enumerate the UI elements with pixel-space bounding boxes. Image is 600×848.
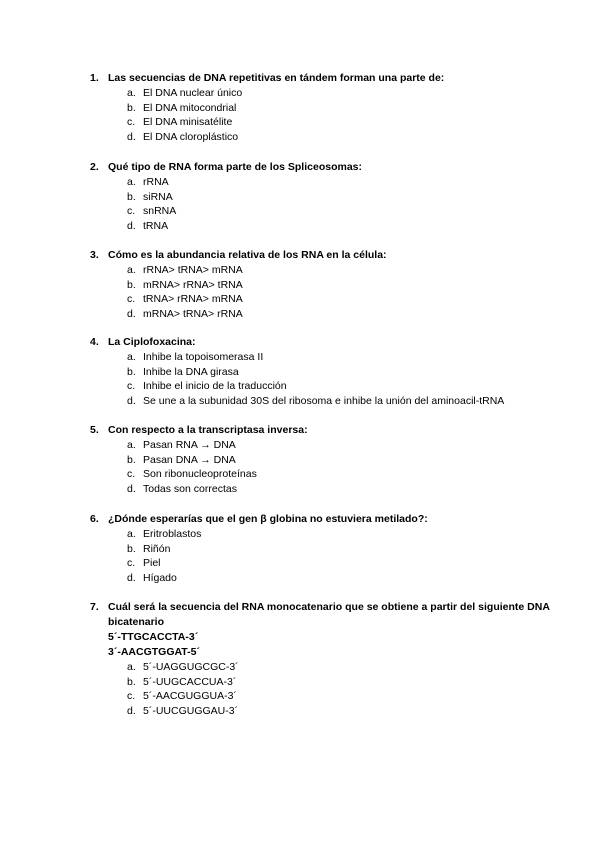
option-text: snRNA [143, 205, 177, 218]
option-b [127, 101, 570, 116]
option-letter: a. [127, 176, 136, 188]
question-text: Con respecto a la transcriptasa inversa: [108, 424, 308, 436]
option-text: 5´-AACGUGGUA-3´ [143, 690, 237, 703]
option-d [127, 394, 570, 409]
option-text: tRNA [143, 219, 169, 232]
option-c [127, 467, 570, 482]
option-letter: b. [127, 542, 136, 555]
option-letter: d. [127, 704, 136, 717]
question-header [90, 423, 570, 438]
question-text: La Ciplofoxacina: [108, 336, 196, 348]
option-text: El DNA mitocondrial [143, 101, 237, 114]
option-d [127, 130, 570, 145]
option-text: El DNA minisatélite [143, 116, 233, 129]
option-text: Inhibe la topoisomerasa II [143, 351, 264, 363]
question-header [90, 71, 570, 86]
option-list [90, 86, 570, 144]
question-header [90, 248, 570, 263]
option-text: Inhibe la DNA girasa [143, 365, 239, 378]
option-list [90, 175, 570, 233]
option-b [127, 675, 570, 690]
option-text: mRNA> rRNA> tRNA [143, 278, 243, 291]
option-letter: a. [127, 661, 136, 673]
option-letter: c. [127, 557, 136, 570]
option-letter: d. [127, 130, 136, 143]
question-number: 2. [90, 161, 99, 173]
question-text: Cómo es la abundancia relativa de los RNA en la célula: [108, 249, 387, 261]
option-letter: d. [127, 571, 136, 584]
option-text: 5´-UUGCACCUA-3´ [143, 675, 237, 688]
option-text: 5´-UAGGUGCGC-3´ [143, 661, 239, 673]
question-5 [90, 423, 570, 496]
option-letter: b. [127, 453, 136, 466]
option-d [127, 571, 570, 586]
option-list [90, 350, 570, 408]
dna-strand-3-5: 3´-AACGTGGAT-5´ [108, 646, 200, 658]
option-letter: a. [127, 264, 136, 276]
option-c [127, 689, 570, 704]
option-list [90, 438, 570, 496]
option-a [127, 660, 570, 675]
option-letter: b. [127, 675, 136, 688]
question-7 [90, 600, 570, 718]
option-letter: d. [127, 307, 136, 320]
question-number: 7. [90, 601, 99, 613]
option-a [127, 175, 570, 190]
option-letter: a. [127, 351, 136, 363]
option-letter: c. [127, 468, 136, 481]
option-b [127, 190, 570, 205]
option-letter: c. [127, 293, 136, 306]
option-text: Eritroblastos [143, 528, 202, 540]
option-letter: b. [127, 101, 136, 114]
question-6 [90, 512, 570, 585]
option-text: rRNA [143, 176, 169, 188]
option-letter: a. [127, 528, 136, 540]
question-number: 5. [90, 424, 99, 436]
question-number: 6. [90, 513, 99, 525]
option-text: Pasan RNA → DNA [143, 439, 236, 451]
option-a [127, 438, 570, 453]
option-letter: d. [127, 394, 136, 407]
question-3 [90, 248, 570, 321]
option-text: Pasan DNA → DNA [143, 453, 236, 466]
option-c [127, 379, 570, 394]
option-text: Inhibe el inicio de la traducción [143, 380, 287, 393]
option-list [90, 527, 570, 585]
option-text: El DNA cloroplástico [143, 130, 239, 143]
option-a [127, 86, 570, 101]
option-letter: b. [127, 365, 136, 378]
option-text: Riñón [143, 542, 171, 555]
option-d [127, 704, 570, 719]
option-letter: c. [127, 116, 136, 129]
question-text: Cuál será la secuencia del RNA monocatenario que se obtiene a partir del siguiente DNA bicatenario [108, 601, 550, 628]
option-letter: c. [127, 205, 136, 218]
question-number: 3. [90, 249, 99, 261]
option-a [127, 350, 570, 365]
option-b [127, 542, 570, 557]
question-number: 1. [90, 72, 99, 84]
option-b [127, 278, 570, 293]
option-letter: b. [127, 278, 136, 291]
option-letter: d. [127, 219, 136, 232]
option-text: Se une a la subunidad 30S del ribosoma e inhibe la unión del aminoacil-tRNA [143, 394, 505, 407]
option-b [127, 365, 570, 380]
option-letter: c. [127, 690, 136, 703]
option-text: siRNA [143, 190, 173, 203]
option-d [127, 219, 570, 234]
option-text: Son ribonucleoproteínas [143, 468, 257, 481]
option-text: rRNA> tRNA> mRNA [143, 264, 243, 276]
option-text: mRNA> tRNA> rRNA [143, 307, 243, 320]
question-2 [90, 160, 570, 233]
question-4 [90, 335, 570, 408]
question-header [90, 512, 570, 527]
question-header [90, 335, 570, 350]
option-text: Piel [143, 557, 161, 570]
option-letter: c. [127, 380, 136, 393]
option-c [127, 556, 570, 571]
option-letter: a. [127, 87, 136, 99]
option-letter: d. [127, 482, 136, 495]
question-number: 4. [90, 336, 99, 348]
dna-strand-5-3: 5´-TTGCACCTA-3´ [108, 631, 199, 643]
question-1 [90, 71, 570, 144]
option-a [127, 263, 570, 278]
option-letter: b. [127, 190, 136, 203]
option-text: Hígado [143, 571, 177, 584]
option-d [127, 307, 570, 322]
option-text: El DNA nuclear único [143, 87, 243, 99]
option-list [90, 263, 570, 321]
option-d [127, 482, 570, 497]
question-text: Las secuencias de DNA repetitivas en tándem forman una parte de: [108, 72, 445, 84]
question-header [90, 160, 570, 175]
option-c [127, 115, 570, 130]
option-text: Todas son correctas [143, 482, 237, 495]
option-text: tRNA> rRNA> mRNA [143, 293, 243, 306]
option-b [127, 453, 570, 468]
option-c [127, 204, 570, 219]
option-list [90, 660, 570, 718]
option-letter: a. [127, 439, 136, 451]
option-a [127, 527, 570, 542]
question-text: Qué tipo de RNA forma parte de los Spliceosomas: [108, 161, 362, 173]
question-text: ¿Dónde esperarías que el gen β globina no estuviera metilado?: [108, 513, 428, 525]
option-c [127, 292, 570, 307]
question-header [90, 600, 570, 630]
option-text: 5´-UUCGUGGAU-3´ [143, 704, 239, 717]
